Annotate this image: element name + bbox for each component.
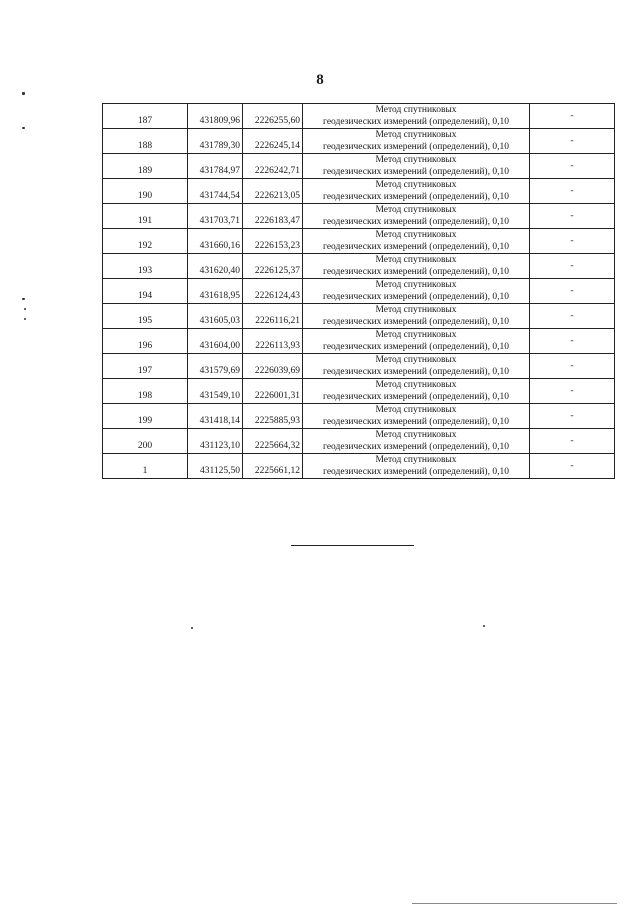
method-line-2: геодезических измерений (определений), 0,10 (323, 242, 509, 252)
table-row (103, 404, 615, 429)
coordinate-x: 431784,97 (188, 154, 243, 179)
coordinate-x: 431809,96 (188, 104, 243, 129)
extra-cell: - (530, 454, 615, 479)
method-line-1: Метод спутниковых (375, 205, 457, 215)
method-line-1: Метод спутниковых (375, 280, 457, 290)
table-row (103, 454, 615, 479)
extra-cell: - (530, 229, 615, 254)
method-line-2: геодезических измерений (определений), 0,10 (323, 267, 509, 277)
method-line-2: геодезических измерений (определений), 0,10 (323, 392, 509, 402)
coordinate-y: 2226001,31 (243, 379, 303, 404)
point-number: 193 (103, 254, 188, 279)
method-cell (303, 154, 530, 179)
table-row (103, 229, 615, 254)
table-row (103, 254, 615, 279)
extra-cell: - (530, 354, 615, 379)
method-line-2: геодезических измерений (определений), 0,10 (323, 117, 509, 127)
scan-speck (24, 308, 26, 310)
table-row (103, 279, 615, 304)
extra-cell: - (530, 104, 615, 129)
method-cell (303, 304, 530, 329)
coordinate-x: 431125,50 (188, 454, 243, 479)
coordinate-x: 431549,10 (188, 379, 243, 404)
end-of-table-rule (291, 545, 414, 546)
table-row (103, 129, 615, 154)
method-line-1: Метод спутниковых (375, 305, 457, 315)
method-cell (303, 279, 530, 304)
method-line-1: Метод спутниковых (375, 380, 457, 390)
scan-speck (191, 627, 193, 629)
point-number: 192 (103, 229, 188, 254)
extra-cell: - (530, 329, 615, 354)
extra-cell: - (530, 204, 615, 229)
method-line-2: геодезических измерений (определений), 0,10 (323, 142, 509, 152)
method-line-1: Метод спутниковых (375, 330, 457, 340)
method-cell (303, 129, 530, 154)
coordinate-y: 2226245,14 (243, 129, 303, 154)
method-line-2: геодезических измерений (определений), 0,10 (323, 467, 509, 477)
scan-speck (22, 92, 25, 95)
coordinates-table (102, 103, 615, 479)
table-row (103, 329, 615, 354)
method-line-2: геодезических измерений (определений), 0,10 (323, 417, 509, 427)
table-row (103, 154, 615, 179)
coordinate-x: 431744,54 (188, 179, 243, 204)
point-number: 191 (103, 204, 188, 229)
method-line-1: Метод спутниковых (375, 455, 457, 465)
coordinate-y: 2226255,60 (243, 104, 303, 129)
point-number: 188 (103, 129, 188, 154)
method-line-1: Метод спутниковых (375, 405, 457, 415)
coordinate-y: 2225885,93 (243, 404, 303, 429)
method-line-2: геодезических измерений (определений), 0,10 (323, 167, 509, 177)
coordinate-y: 2226213,05 (243, 179, 303, 204)
point-number: 196 (103, 329, 188, 354)
extra-cell: - (530, 129, 615, 154)
method-line-2: геодезических измерений (определений), 0,10 (323, 217, 509, 227)
coordinate-y: 2226153,23 (243, 229, 303, 254)
coordinate-x: 431620,40 (188, 254, 243, 279)
point-number: 187 (103, 104, 188, 129)
coordinate-y: 2225661,12 (243, 454, 303, 479)
method-cell (303, 429, 530, 454)
point-number: 190 (103, 179, 188, 204)
coordinate-y: 2226113,93 (243, 329, 303, 354)
scan-speck (24, 318, 26, 320)
method-line-2: геодезических измерений (определений), 0,10 (323, 192, 509, 202)
coordinate-x: 431579,69 (188, 354, 243, 379)
coordinate-x: 431703,71 (188, 204, 243, 229)
extra-cell: - (530, 179, 615, 204)
coordinate-y: 2226116,21 (243, 304, 303, 329)
coordinate-y: 2225664,32 (243, 429, 303, 454)
extra-cell: - (530, 404, 615, 429)
method-line-1: Метод спутниковых (375, 255, 457, 265)
coordinate-x: 431123,10 (188, 429, 243, 454)
method-line-2: геодезических измерений (определений), 0,10 (323, 342, 509, 352)
method-line-2: геодезических измерений (определений), 0,10 (323, 292, 509, 302)
coordinate-x: 431618,95 (188, 279, 243, 304)
extra-cell: - (530, 279, 615, 304)
method-line-1: Метод спутниковых (375, 355, 457, 365)
method-line-1: Метод спутниковых (375, 155, 457, 165)
page-number: 8 (316, 72, 324, 88)
coordinate-y: 2226183,47 (243, 204, 303, 229)
table-row (103, 379, 615, 404)
extra-cell: - (530, 254, 615, 279)
point-number: 198 (103, 379, 188, 404)
method-cell (303, 329, 530, 354)
table-row (103, 354, 615, 379)
coordinate-x: 431789,30 (188, 129, 243, 154)
method-line-1: Метод спутниковых (375, 180, 457, 190)
method-cell (303, 229, 530, 254)
method-cell (303, 454, 530, 479)
coordinate-x: 431660,16 (188, 229, 243, 254)
point-number: 199 (103, 404, 188, 429)
bottom-edge-line (412, 903, 617, 904)
extra-cell: - (530, 429, 615, 454)
method-cell (303, 204, 530, 229)
coordinate-x: 431605,03 (188, 304, 243, 329)
method-line-1: Метод спутниковых (375, 430, 457, 440)
method-cell (303, 379, 530, 404)
method-cell (303, 254, 530, 279)
coordinate-y: 2226242,71 (243, 154, 303, 179)
coordinate-y: 2226125,37 (243, 254, 303, 279)
point-number: 200 (103, 429, 188, 454)
point-number: 197 (103, 354, 188, 379)
method-line-1: Метод спутниковых (375, 130, 457, 140)
method-line-1: Метод спутниковых (375, 230, 457, 240)
scan-speck (483, 625, 485, 627)
method-cell (303, 354, 530, 379)
point-number: 1 (103, 454, 188, 479)
coordinate-x: 431418,14 (188, 404, 243, 429)
table-row (103, 204, 615, 229)
table-row (103, 429, 615, 454)
extra-cell: - (530, 379, 615, 404)
scan-speck (22, 298, 25, 300)
method-line-1: Метод спутниковых (375, 105, 457, 115)
coordinate-y: 2226124,43 (243, 279, 303, 304)
scan-speck (22, 127, 25, 129)
point-number: 195 (103, 304, 188, 329)
coordinate-x: 431604,00 (188, 329, 243, 354)
method-cell (303, 404, 530, 429)
extra-cell: - (530, 154, 615, 179)
method-line-2: геодезических измерений (определений), 0,10 (323, 317, 509, 327)
method-line-2: геодезических измерений (определений), 0,10 (323, 442, 509, 452)
point-number: 189 (103, 154, 188, 179)
table-row (103, 179, 615, 204)
method-cell (303, 104, 530, 129)
extra-cell: - (530, 304, 615, 329)
table-row (103, 304, 615, 329)
point-number: 194 (103, 279, 188, 304)
method-line-2: геодезических измерений (определений), 0,10 (323, 367, 509, 377)
table-row (103, 104, 615, 129)
method-cell (303, 179, 530, 204)
coordinate-y: 2226039,69 (243, 354, 303, 379)
